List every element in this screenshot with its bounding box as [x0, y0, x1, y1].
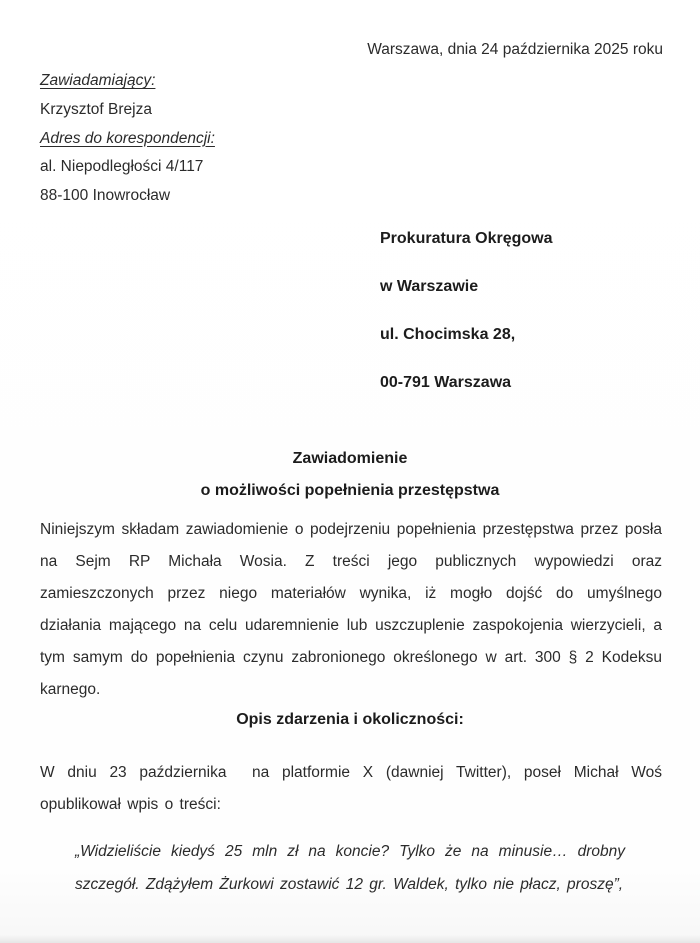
document-title-line2: o możliwości popełnienia przestępstwa: [200, 482, 500, 499]
sender-address-label: Adres do korespondencji:: [40, 129, 215, 147]
document-title-line1: Zawiadomienie: [292, 450, 408, 467]
intro-paragraph: Niniejszym składam zawiadomienie o podejrzeniu popełnienia przestępstwa przez posła na Sejm RP Michała Wosia. Z treści jego publicznych wypowiedzi oraz zamieszczonych przez niego materiałów wynika, iż mogło dojść do umyślnego działania mającego na celu udaremnienie lub uszczuplenie zaspokojenia wierzycieli, a tym samym do popełnienia czynu zabronionego określonego w art. 300 § 2 Kodeksu karnego.: [40, 521, 662, 698]
sender-name: Krzysztof Brejza: [40, 100, 152, 118]
section-heading: Opis zdarzenia i okoliczności:: [236, 711, 464, 728]
sender-label: Zawiadamiający:: [40, 72, 156, 89]
date-line: Warszawa, dnia 24 października 2025 roku: [367, 41, 663, 58]
quoted-tweet: „Widzieliście kiedyś 25 mln zł na koncie? Tylko że na minusie… drobny szczegół. Zdążyłem Żurkowi zostawić 12 gr. Waldek, tylko nie płacz, proszę”,: [75, 843, 625, 893]
recipient-block: [380, 215, 553, 407]
sender-address-street: al. Niepodległości 4/117: [40, 158, 204, 176]
document-title: [0, 443, 700, 507]
recipient-name: Prokuratura Okręgowa: [380, 230, 553, 247]
recipient-street: ul. Chocimska 28,: [380, 326, 516, 343]
recipient-city: w Warszawie: [380, 278, 479, 295]
event-paragraph: W dniu 23 października na platformie X (dawniej Twitter), poseł Michał Woś opublikował wpis o treści:: [40, 764, 669, 813]
recipient-postal: 00-791 Warszawa: [380, 374, 512, 391]
sender-address-city: 88-100 Inowrocław: [40, 187, 171, 204]
sender-block: [40, 67, 215, 211]
